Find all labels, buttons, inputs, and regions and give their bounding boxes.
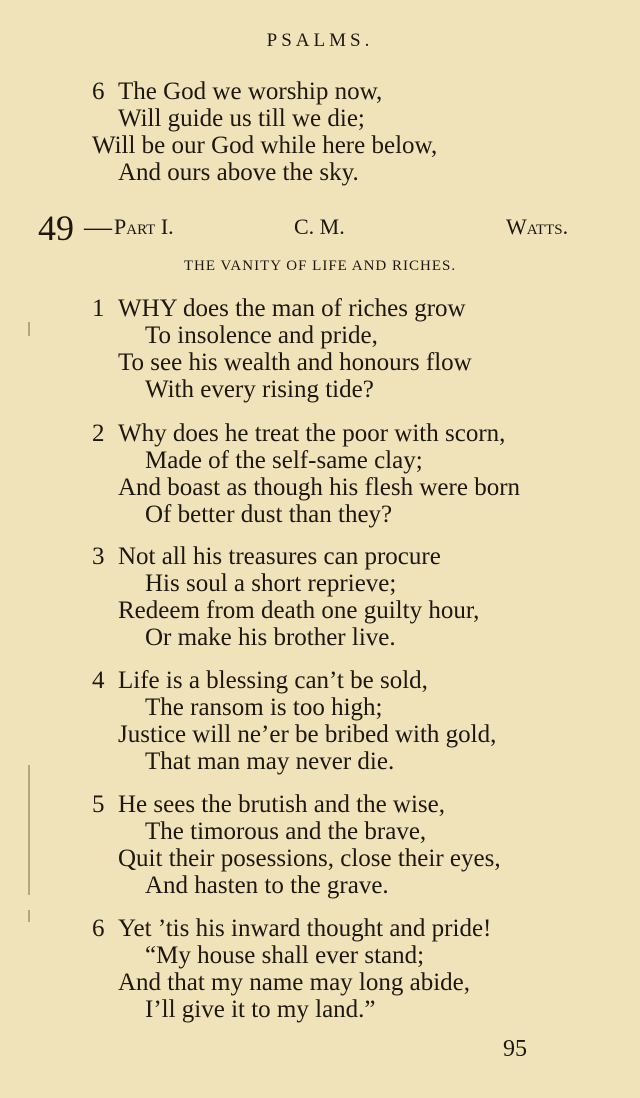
verse-line: And ours above the sky.: [118, 159, 359, 186]
verse-line: Will guide us till we die;: [118, 105, 365, 132]
hymn-meter: C. M.: [294, 214, 345, 239]
verse-line: To see his wealth and honours flow: [118, 349, 472, 376]
verse-line: Life is a blessing can’t be sold,: [118, 667, 428, 694]
verse-line: Made of the self-same clay;: [145, 447, 423, 474]
verse-line: His soul a short reprieve;: [145, 570, 397, 597]
verse-line: Quit their posessions, close their eyes,: [118, 845, 501, 872]
verse-line: WHY does the man of riches grow: [118, 295, 466, 322]
hymn-number: 49: [38, 208, 74, 248]
hymn-heading: [0, 208, 640, 248]
margin-mark: [28, 765, 30, 895]
hymn-part: Part I.: [114, 214, 174, 239]
hymn-author: Watts.: [506, 214, 569, 239]
verse-line: And that my name may long abide,: [118, 969, 471, 996]
verse-line: The ransom is too high;: [145, 694, 383, 721]
verse-line: “My house shall ever stand;: [145, 942, 425, 969]
verse-line: To insolence and pride,: [145, 322, 378, 349]
stanza-number: 5: [92, 791, 105, 818]
stanza-number: 1: [92, 295, 105, 322]
verse-line: The God we worship now,: [118, 78, 383, 105]
verse-line: Not all his treasures can procure: [118, 543, 441, 570]
verse-line: Of better dust than they?: [145, 501, 393, 528]
verse-line: Will be our God while here below,: [92, 132, 438, 159]
stanza-number: 6: [92, 915, 105, 942]
stanza-number: 2: [92, 420, 105, 447]
verse-line: Justice will ne’er be bribed with gold,: [118, 721, 497, 748]
prev-stanza-number: 6: [92, 78, 105, 105]
verse-line: Redeem from death one guilty hour,: [118, 597, 480, 624]
margin-mark: [28, 910, 30, 922]
verse-line: The timorous and the brave,: [145, 818, 427, 845]
stanza-number: 4: [92, 667, 105, 694]
verse-line: That man may never die.: [145, 748, 395, 775]
running-head: PSALMS.: [266, 30, 374, 51]
verse-line: I’ll give it to my land.”: [145, 996, 376, 1023]
margin-mark: [28, 322, 30, 336]
verse-line: Why does he treat the poor with scorn,: [118, 420, 506, 447]
page-number: 95: [503, 1036, 527, 1062]
verse-line: With every rising tide?: [145, 376, 374, 403]
verse-line: And hasten to the grave.: [145, 872, 389, 899]
verse-line: Or make his brother live.: [145, 624, 396, 651]
verse-line: He sees the brutish and the wise,: [118, 791, 446, 818]
verse-line: Yet ’tis his inward thought and pride!: [118, 915, 492, 942]
verse-line: And boast as though his flesh were born: [118, 474, 521, 501]
stanza-number: 3: [92, 543, 105, 570]
hymn-subtitle: THE VANITY OF LIFE AND RICHES.: [183, 258, 457, 274]
hymn-dash: —: [84, 212, 112, 243]
